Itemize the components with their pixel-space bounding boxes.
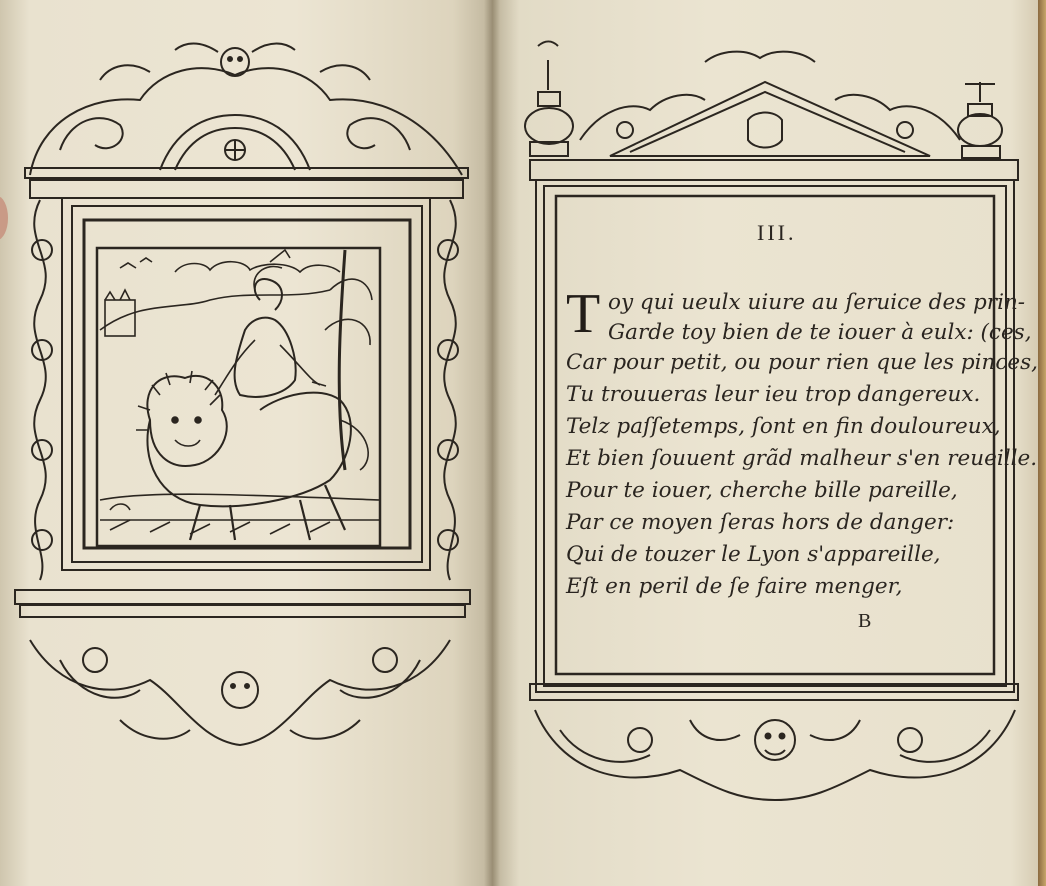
poem-line-10: Eſt en peril de ſe faire menger, — [566, 574, 903, 599]
poem-number: III. — [757, 220, 797, 245]
poem-line-5: Telz paſſetemps, ſont en fin douloureux, — [566, 414, 1001, 439]
poem-line-3: Car pour petit, ou pour rien que les pinces, — [566, 350, 1038, 375]
poem-line-7: Pour te iouer, cherche bille pareille, — [566, 478, 958, 503]
right-urn — [958, 82, 1002, 158]
drop-cap: T — [566, 283, 601, 345]
poem-line-2: Garde toy bien de te iouer à eulx: (ces, — [608, 320, 1032, 345]
poem-line-1: oy qui ueulx uiure au ſeruice des prin- — [608, 290, 1026, 315]
poem-line-6: Et bien ſouuent grãd malheur s'en reueille. — [566, 446, 1038, 471]
right-base-ornament — [535, 710, 1015, 800]
poem-line-9: Qui de touzer le Lyon s'appareille, — [566, 542, 941, 567]
poem-line-8: Par ce moyen ſeras hors de danger: — [566, 510, 955, 535]
poem-line-4: Tu trouueras leur ieu trop dangereux. — [566, 382, 981, 407]
left-urn — [525, 42, 573, 157]
signature-mark: B — [858, 610, 872, 632]
right-pediment — [580, 52, 960, 156]
